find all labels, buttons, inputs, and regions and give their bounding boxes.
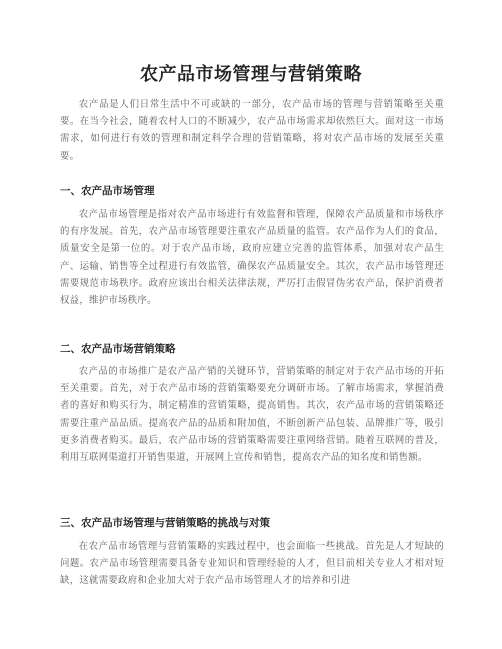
section-1-heading: 一、农产品市场管理 [60, 185, 155, 197]
section-2-heading: 二、农产品市场营销策略 [60, 343, 176, 355]
section-1-paragraph: 农产品市场管理是指对农产品市场进行有效监督和管理，保障农产品质量和市场秩序的有序发展。首先，农产品市场管理要注重农产品质量的监管。农产品作为人们的食品，质量安全是第一位的。对于农产品市场，政府应建立完善的监管体系，加强对农产品生产、运输、销售等全过程进行有效监管，确保农产品质量安全。其次，农产品市场管理还需要规范市场秩序。政府应该出台相关法律法规，严厉打击假冒伪劣农产品，保护消费者权益，维护市场秩序。 [60, 209, 444, 307]
section-3-heading: 三、农产品市场管理与营销策略的挑战与对策 [60, 517, 270, 529]
section-3-paragraph: 在农产品市场管理与营销策略的实践过程中，也会面临一些挑战。首先是人才短缺的问题。农产品市场管理需要具备专业知识和管理经验的人才，但目前相关专业人才相对短缺，这就需要政府和企业加大对于农产品市场管理人才的培养和引进 [60, 541, 444, 587]
intro-paragraph: 农产品是人们日常生活中不可或缺的一部分，农产品市场的管理与营销策略至关重要。在当今社会，随着农村人口的不断减少，农产品市场需求却依然巨大。面对这一市场需求，如何进行有效的管理和制定科学合理的营销策略，将对农产品市场的发展至关重要。 [60, 99, 444, 162]
section-2-paragraph: 农产品的市场推广是农产品产销的关键环节，营销策略的制定对于农产品市场的开拓至关重要。首先，对于农产品市场的营销策略要充分调研市场。了解市场需求，掌握消费者的喜好和购买行为，制定精准的营销策略，提高销售。其次，农产品市场的营销策略还需要注重产品品质。提高农产品的品质和附加值，不断创新产品包装、品牌推广等，吸引更多消费者购买。最后，农产品市场的营销策略需要注重网络营销。随着互联网的普及，利用互联网渠道打开销售渠道，开展网上宣传和销售，提高农产品的知名度和销售额。 [60, 366, 444, 464]
document-title: 农产品市场管理与营销策略 [140, 64, 362, 85]
